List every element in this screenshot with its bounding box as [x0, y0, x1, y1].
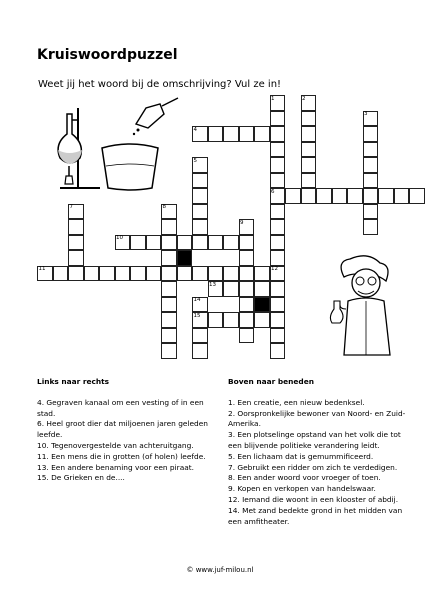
clue-down-12: 12. Iemand die woont in een klooster of abdij.: [228, 494, 399, 504]
clue-across-10: 10. Tegenovergestelde van achteruitgang.: [37, 440, 194, 450]
crossword-cell[interactable]: [239, 126, 255, 142]
crossword-cell[interactable]: [192, 173, 208, 189]
crossword-cell[interactable]: [161, 266, 177, 282]
crossword-cell[interactable]: [208, 126, 224, 142]
clue-across-15: 15. De Grieken en de....: [37, 473, 125, 483]
crossword-cell[interactable]: [68, 219, 84, 235]
clues-across: [37, 377, 222, 484]
crossword-cell[interactable]: [68, 235, 84, 251]
crossword-number-13: 13: [209, 281, 216, 288]
clues-down-heading: Boven naar beneden: [228, 377, 314, 386]
crossword-black-cell: [177, 250, 193, 266]
crossword-number-8: 8: [162, 204, 166, 210]
crossword-cell[interactable]: [270, 312, 286, 328]
clue-down-8: 8. Een ander woord voor vroeger of toen.: [228, 473, 381, 483]
crossword-cell[interactable]: [161, 328, 177, 344]
crossword-cell[interactable]: [192, 204, 208, 220]
crossword-cell[interactable]: [301, 126, 317, 142]
crossword-number-14: 14: [193, 297, 201, 303]
crossword-cell[interactable]: [270, 343, 286, 359]
crossword-cell[interactable]: [208, 266, 224, 282]
crossword-cell[interactable]: [223, 281, 239, 297]
crossword-number-7: 7: [69, 204, 73, 210]
crossword-cell[interactable]: [363, 204, 379, 220]
crossword-cell[interactable]: [192, 266, 208, 282]
crossword-cell[interactable]: [270, 142, 286, 158]
page-title: Kruiswoordpuzzel: [37, 47, 178, 63]
crossword-cell[interactable]: [130, 235, 146, 251]
crossword-black-cell: [254, 297, 270, 313]
clue-down-1: 1. Een creatie, een nieuw bedenksel.: [228, 397, 365, 407]
crossword-cell[interactable]: [270, 126, 286, 142]
crossword-cell[interactable]: [146, 266, 162, 282]
crossword-cell[interactable]: [161, 312, 177, 328]
crossword-cell[interactable]: [363, 188, 379, 204]
crossword-number-3: 3: [364, 111, 368, 117]
crossword-cell[interactable]: [223, 235, 239, 251]
crossword-cell[interactable]: [363, 142, 379, 158]
clue-down-5: 5. Een lichaam dat is gemummificeerd.: [228, 451, 374, 461]
clues-down: [228, 377, 408, 527]
crossword-number-6: 6: [271, 188, 275, 195]
crossword-cell[interactable]: [53, 266, 69, 282]
crossword-cell[interactable]: [146, 235, 162, 251]
clue-down-7: 7. Gebruikt een ridder om zich te verdedigen.: [228, 462, 398, 472]
crossword-cell[interactable]: [301, 173, 317, 189]
crossword-cell[interactable]: [161, 235, 177, 251]
crossword-cell[interactable]: [363, 126, 379, 142]
crossword-number-10: 10: [116, 235, 123, 241]
crossword-cell[interactable]: [192, 343, 208, 359]
crossword-cell[interactable]: [239, 312, 255, 328]
crossword-cell[interactable]: [223, 266, 239, 282]
crossword-cell[interactable]: [68, 250, 84, 266]
crossword-number-11: 11: [38, 266, 46, 272]
clue-across-11: 11. Een mens die in grotten (of holen) leefde.: [37, 451, 206, 461]
clue-down-9: 9. Kopen en verkopen van handelswaar.: [228, 484, 376, 494]
crossword-cell[interactable]: [363, 157, 379, 173]
crossword-cell[interactable]: [270, 157, 286, 173]
footer-credit: © www.juf-milou.nl: [186, 566, 254, 574]
crossword-cell[interactable]: [301, 157, 317, 173]
crossword-cell[interactable]: [270, 173, 286, 189]
clue-down-14: 14. Met zand bedekte grond in het midden van een amfitheater.: [228, 505, 403, 526]
crossword-cell[interactable]: [378, 188, 394, 204]
crossword-cell[interactable]: [161, 250, 177, 266]
crossword-cell[interactable]: [301, 111, 317, 127]
crossword-cell[interactable]: [316, 188, 332, 204]
crossword-cell[interactable]: [363, 219, 379, 235]
crossword-cell[interactable]: [301, 142, 317, 158]
crossword-cell[interactable]: [254, 281, 270, 297]
instruction-text: Weet jij het woord bij de omschrijving? Vul ze in!: [38, 79, 282, 90]
crossword-cell[interactable]: [254, 312, 270, 328]
crossword-cell[interactable]: [270, 281, 286, 297]
crossword-cell[interactable]: [270, 204, 286, 220]
crossword-cell[interactable]: [192, 328, 208, 344]
crossword-cell[interactable]: [192, 188, 208, 204]
clues-across-heading: Links naar rechts: [37, 377, 110, 386]
crossword-cell[interactable]: [84, 266, 100, 282]
crossword-cell[interactable]: [270, 219, 286, 235]
crossword-cell[interactable]: [239, 266, 255, 282]
crossword-cell[interactable]: [239, 297, 255, 313]
crossword-cell[interactable]: [394, 188, 410, 204]
crossword-cell[interactable]: [161, 281, 177, 297]
crossword-number-5: 5: [193, 157, 197, 164]
clue-across-6: 6. Heel groot dier dat miljoenen jaren geleden leefde.: [37, 419, 208, 440]
crossword-cell[interactable]: [254, 126, 270, 142]
crossword-cell[interactable]: [409, 188, 425, 204]
crossword-number-1: 1: [271, 95, 275, 102]
crossword-cell[interactable]: [208, 235, 224, 251]
crossword-number-9: 9: [240, 219, 244, 226]
crossword-cell[interactable]: [301, 188, 317, 204]
crossword-cell[interactable]: [270, 235, 286, 251]
clue-across-13: 13. Een andere benaming voor een piraat.: [37, 462, 195, 472]
crossword-cell[interactable]: [192, 235, 208, 251]
crossword-number-4: 4: [193, 126, 197, 133]
crossword-cell[interactable]: [161, 343, 177, 359]
crossword-cell[interactable]: [115, 266, 131, 282]
crossword-number-12: 12: [271, 266, 278, 272]
crossword-cell[interactable]: [177, 266, 193, 282]
crossword-cell[interactable]: [192, 219, 208, 235]
crossword-cell[interactable]: [130, 266, 146, 282]
crossword-cell[interactable]: [347, 188, 363, 204]
crossword-cell[interactable]: [239, 235, 255, 251]
crossword-cell[interactable]: [270, 328, 286, 344]
crossword-cell[interactable]: [270, 297, 286, 313]
crossword-cell[interactable]: [270, 111, 286, 127]
crossword-cell[interactable]: [270, 250, 286, 266]
crossword-cell[interactable]: [363, 173, 379, 189]
crossword-cell[interactable]: [161, 297, 177, 313]
crossword-cell[interactable]: [68, 266, 84, 282]
crossword-cell[interactable]: [254, 266, 270, 282]
crossword-cell[interactable]: [161, 219, 177, 235]
crossword-cell[interactable]: [239, 250, 255, 266]
clue-across-4: 4. Gegraven kanaal om een vesting of in een stad.: [37, 397, 204, 418]
crossword-cell[interactable]: [99, 266, 115, 282]
crossword-cell[interactable]: [239, 328, 255, 344]
clue-down-3: 3. Een plotselinge opstand van het volk die tot een blijvende politieke verandering leidt.: [228, 430, 401, 450]
crossword-cell[interactable]: [285, 188, 301, 204]
crossword-cell[interactable]: [177, 235, 193, 251]
crossword-cell[interactable]: [223, 312, 239, 328]
crossword-cell[interactable]: [208, 312, 224, 328]
clue-down-2: 2. Oorspronkelijke bewoner van Noord- en Zuid-Amerika.: [228, 408, 406, 429]
crossword-cell[interactable]: [223, 126, 239, 142]
crossword-number-15: 15: [193, 312, 201, 319]
crossword-cell[interactable]: [239, 281, 255, 297]
crossword-cell[interactable]: [332, 188, 348, 204]
crossword-number-2: 2: [302, 95, 306, 102]
